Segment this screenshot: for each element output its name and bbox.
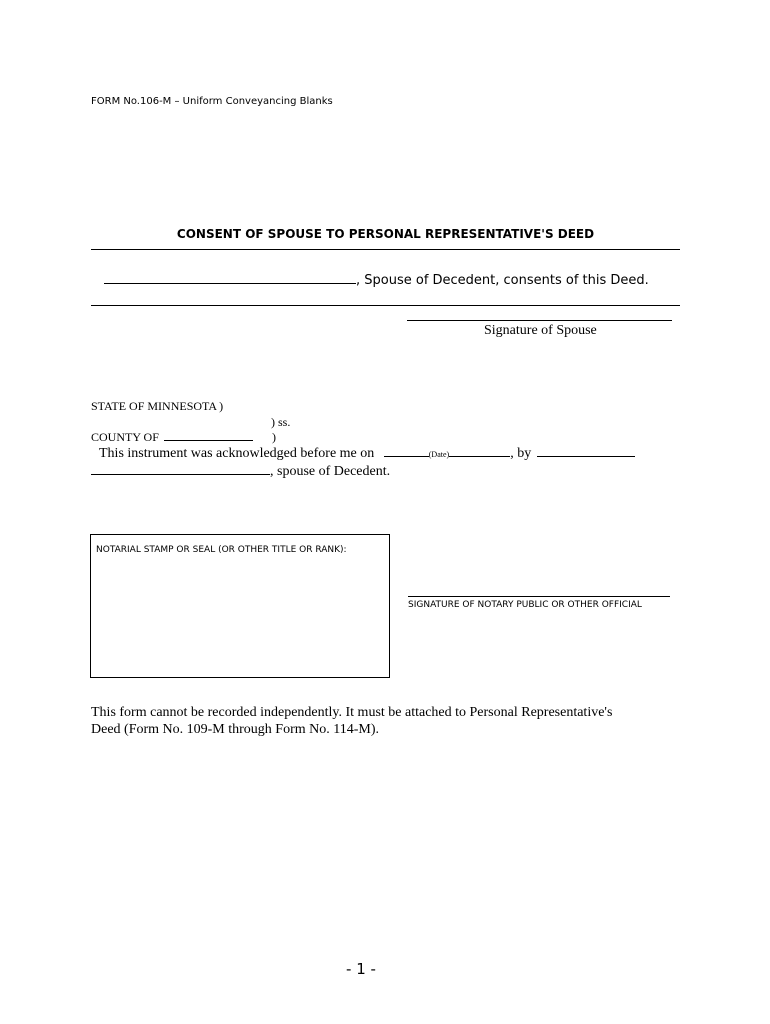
- title-underline: [91, 249, 680, 250]
- date-label: (Date): [428, 450, 450, 459]
- recording-note-line2: Deed (Form No. 109-M through Form No. 114-M).: [91, 722, 380, 737]
- by-text: , by: [510, 446, 532, 461]
- acknowledgment-sentence: [99, 446, 635, 462]
- county-paren: ): [272, 430, 276, 444]
- date-blank-right[interactable]: [449, 455, 510, 457]
- spouse-signature-line[interactable]: [407, 320, 672, 321]
- spouse-name-blank-2[interactable]: [91, 473, 270, 475]
- spouse-name-blank[interactable]: [104, 282, 356, 284]
- notary-signature-label: SIGNATURE OF NOTARY PUBLIC OR OTHER OFFICIAL: [408, 600, 642, 610]
- form-identifier: FORM No.106-M – Uniform Conveyancing Blanks: [91, 96, 333, 107]
- state-paren: ): [219, 399, 224, 413]
- recording-note-line1: This form cannot be recorded independently. It must be attached to Personal Representative's: [91, 705, 613, 720]
- consent-divider: [91, 305, 680, 306]
- state-line: [91, 399, 223, 414]
- spouse-of-decedent-text: , spouse of Decedent.: [270, 464, 391, 479]
- notary-signature-line[interactable]: [408, 596, 670, 597]
- acknowledgment-text: This instrument was acknowledged before me on: [99, 446, 375, 461]
- county-blank[interactable]: [164, 439, 253, 441]
- consent-text: , Spouse of Decedent, consents of this Deed.: [356, 273, 649, 288]
- county-label: COUNTY OF: [91, 430, 159, 444]
- notary-stamp-label: NOTARIAL STAMP OR SEAL (OR OTHER TITLE OR RANK):: [96, 545, 347, 555]
- state-label: STATE OF MINNESOTA: [91, 399, 218, 413]
- page-number: - 1 -: [346, 960, 376, 978]
- consent-line: [104, 273, 649, 288]
- spouse-of-decedent-line: [91, 464, 390, 480]
- signature-of-spouse-label: Signature of Spouse: [484, 323, 597, 338]
- notary-stamp-box: [90, 534, 390, 678]
- acknowledger-blank[interactable]: [537, 455, 635, 457]
- county-line: [91, 430, 253, 445]
- document-title: CONSENT OF SPOUSE TO PERSONAL REPRESENTATIVE'S DEED: [176, 227, 595, 241]
- date-blank-left[interactable]: [384, 455, 429, 457]
- ss-label: ) ss.: [271, 415, 291, 429]
